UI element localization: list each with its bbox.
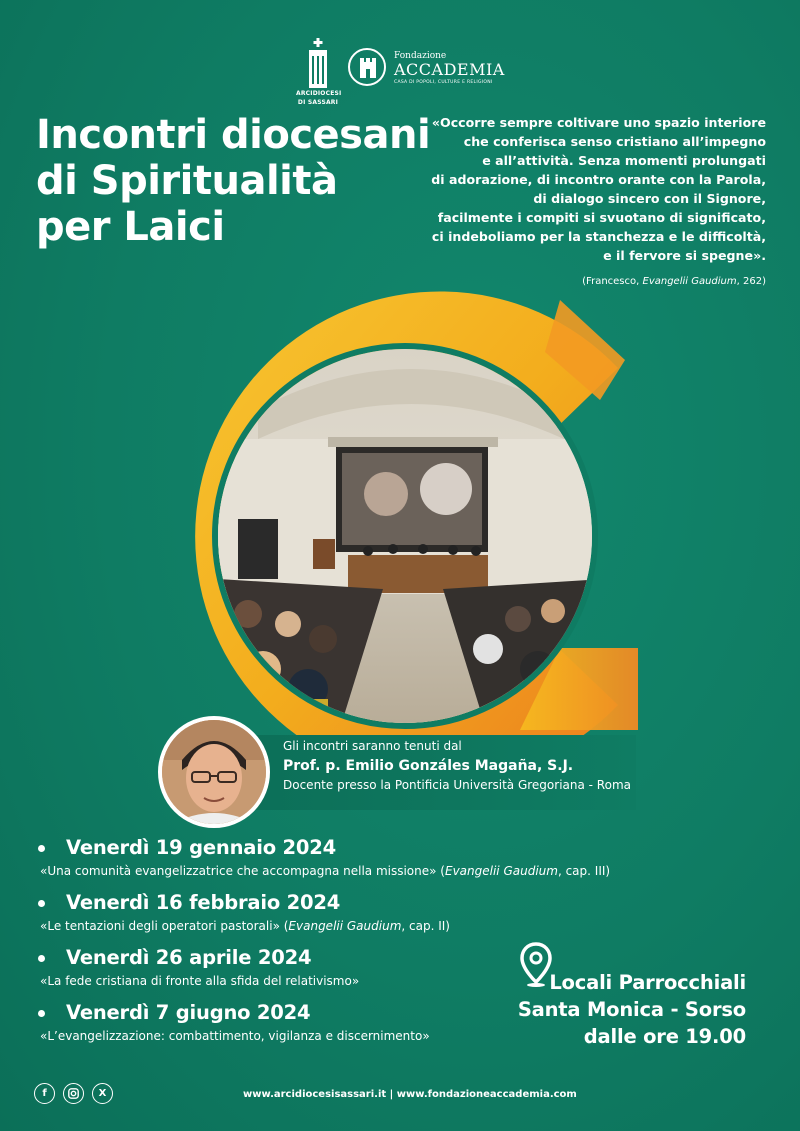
accademia-label: Fondazione [394,51,447,61]
event-description [40,1029,430,1043]
x-icon[interactable]: X [92,1083,113,1104]
quote-line: e all’attività. Senza momenti prolungati [482,153,766,168]
event-title: «Le tentazioni degli operatori pastorali» ( [40,919,289,933]
event-item [38,836,678,894]
title-line-3: per Laici [36,204,225,250]
accademia-emblem-icon [348,48,386,86]
facebook-icon[interactable]: f [34,1083,55,1104]
page-title [36,112,431,250]
title-line-2: di Spiritualità [36,158,338,204]
quote-line: «Occorre sempre coltivare uno spazio interiore [431,115,766,130]
event-work: Evangelii Gaudium [288,919,402,933]
bullet-icon [38,845,45,852]
event-title: «La fede cristiana di fronte alla sfida del relativismo» [40,974,360,988]
title-line-1: Incontri diocesani [36,112,431,158]
speaker-name: Prof. p. Emilio Gonzáles Magaña, S.J. [283,758,574,774]
event-date: Venerdì 26 aprile 2024 [66,946,312,969]
event-ref: , cap. III) [557,864,611,878]
event-title: «L’evangelizzazione: combattimento, vigilanza e discernimento» [40,1029,430,1043]
event-date: Venerdì 16 febbraio 2024 [66,891,341,914]
accademia-name: ACCADEMIA [394,60,505,79]
event-item [38,891,678,949]
quote-line: che conferisca senso cristiano all’impegno [463,134,766,149]
conference-photo [212,343,598,729]
bullet-icon [38,1010,45,1017]
quote-citation [582,276,766,287]
location-line-2: Santa Monica - Sorso [517,998,746,1021]
citation-pre: (Francesco, [582,276,643,287]
location-time: dalle ore 19.00 [583,1025,746,1048]
speaker-avatar [158,716,270,828]
quote-block [396,113,766,265]
event-title: «Una comunità evangelizzatrice che accompagna nella missione» ( [40,864,445,878]
diocese-caption-2: DI SASSARI [297,99,339,106]
speaker-role: Docente presso la Pontificia Università Gregoriana - Roma [283,778,631,792]
quote-line: di dialogo sincero con il Signore, [533,191,766,206]
location-line-1: Locali Parrocchiali [549,971,746,994]
footer-websites[interactable]: www.arcidiocesisassari.it | www.fondazioneaccademia.com [243,1089,577,1100]
diocese-tower-icon [306,38,330,88]
bullet-icon [38,955,45,962]
event-location [518,969,746,1050]
instagram-icon[interactable] [63,1083,84,1104]
event-description [40,919,450,933]
event-description [40,864,610,878]
event-work: Evangelii Gaudium [444,864,558,878]
citation-work: Evangelii Gaudium [642,276,737,287]
bullet-icon [38,900,45,907]
quote-line: e il fervore si spegne». [603,248,766,263]
quote-line: di adorazione, di incontro orante con la Parola, [431,172,766,187]
diocese-caption-1: ARCIDIOCESI [296,90,342,97]
diocese-logo [296,38,340,106]
speaker-intro: Gli incontri saranno tenuti dal [283,739,462,753]
accademia-logo [348,48,518,92]
citation-post: , 262) [736,276,766,287]
event-date: Venerdì 19 gennaio 2024 [66,836,336,859]
event-description [40,974,359,988]
event-ref: , cap. II) [401,919,450,933]
social-icons [34,1083,113,1104]
accademia-tagline: CASA DI POPOLI, CULTURE E RELIGIONI [394,80,493,85]
event-date: Venerdì 7 giugno 2024 [66,1001,311,1024]
quote-line: ci indeboliamo per la stanchezza e le difficoltà, [431,229,766,244]
quote-line: facilmente i compiti si svuotano di significato, [437,210,766,225]
